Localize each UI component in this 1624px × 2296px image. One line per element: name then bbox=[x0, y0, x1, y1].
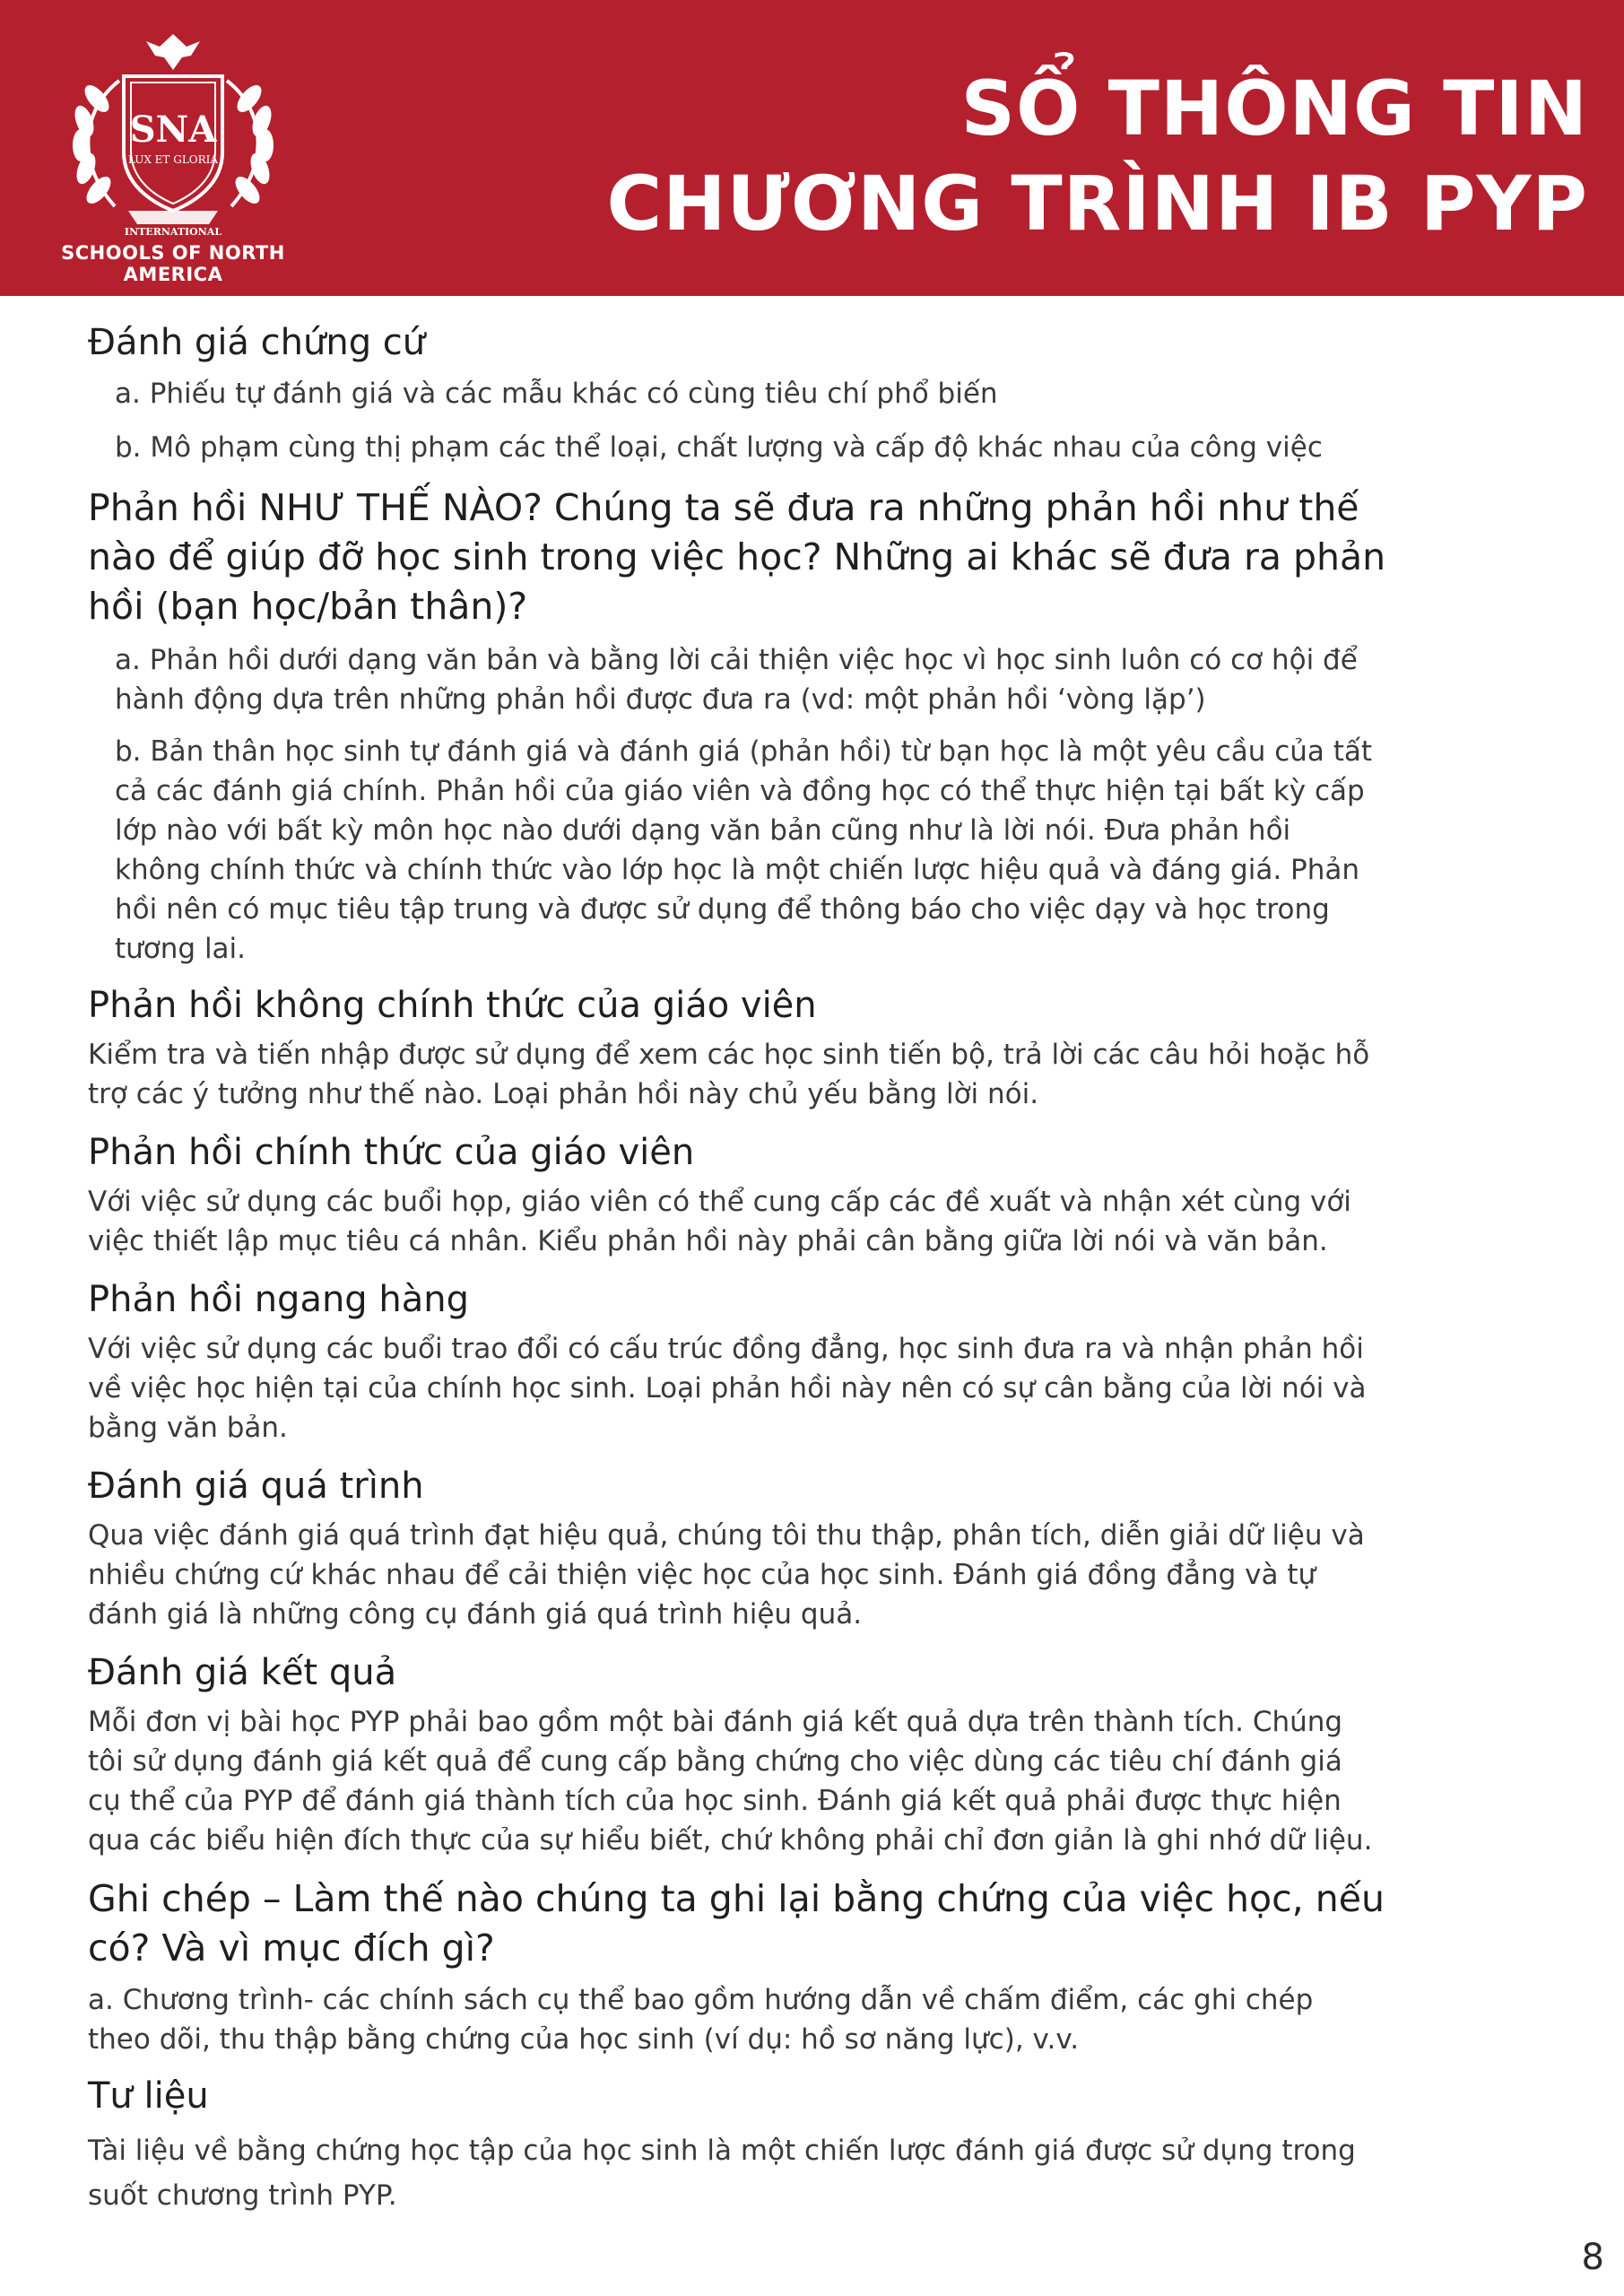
text-line: theo dõi, thu thập bằng chứng của học sinh (ví dụ: hồ sơ năng lực), v.v. bbox=[88, 2023, 1080, 2056]
list-item: b. Mô phạm cùng thị phạm các thể loại, chất lượng và cấp độ khác nhau của công việc bbox=[115, 431, 1323, 464]
school-logo bbox=[34, 27, 312, 285]
page-number: 8 bbox=[1581, 2237, 1604, 2278]
section-heading bbox=[88, 483, 1581, 631]
section-heading: Đánh giá chứng cứ bbox=[88, 322, 426, 363]
text-line: a. Chương trình- các chính sách cụ thể bao gồm hướng dẫn về chấm điểm, các ghi chép bbox=[88, 1984, 1314, 2016]
page-title bbox=[606, 61, 1588, 251]
list-item: a. Phiếu tự đánh giá và các mẫu khác có cùng tiêu chí phổ biến bbox=[115, 378, 998, 410]
heading-line: hồi (bạn học/bản thân)? bbox=[88, 585, 528, 628]
text-line: suốt chương trình PYP. bbox=[88, 2179, 397, 2212]
text-line: Với việc sử dụng các buổi trao đổi có cấu trúc đồng đẳng, học sinh đưa ra và nhận phản hồi bbox=[88, 1333, 1364, 1365]
heading-line: Phản hồi NHƯ THẾ NÀO? Chúng ta sẽ đưa ra những phản hồi như thế bbox=[88, 486, 1359, 529]
text-line: Tài liệu về bằng chứng học tập của học sinh là một chiến lược đánh giá được sử dụng trong bbox=[88, 2135, 1356, 2167]
text-line: tương lai. bbox=[115, 933, 247, 965]
section-heading: Phản hồi chính thức của giáo viên bbox=[88, 1132, 695, 1173]
paragraph bbox=[88, 1516, 1581, 1634]
section-heading bbox=[88, 1874, 1581, 1973]
section-heading: Đánh giá kết quả bbox=[88, 1652, 397, 1693]
heading-line: Ghi chép – Làm thế nào chúng ta ghi lại bằng chứng của việc học, nếu bbox=[88, 1877, 1385, 1920]
text-line: qua các biểu hiện đích thực của sự hiểu biết, chứ không phải chỉ đơn giản là ghi nhớ dữ liệu. bbox=[88, 1824, 1373, 1857]
text-line: nhiều chứng cứ khác nhau để cải thiện việc học của học sinh. Đánh giá đồng đẳng và tự bbox=[88, 1559, 1316, 1591]
page-header bbox=[0, 0, 1624, 296]
text-line: Với việc sử dụng các buổi họp, giáo viên có thể cung cấp các đề xuất và nhận xét cùng với bbox=[88, 1186, 1351, 1218]
heading-line: có? Và vì mục đích gì? bbox=[88, 1926, 495, 1970]
title-line-2: CHƯƠNG TRÌNH IB PYP bbox=[606, 160, 1588, 248]
paragraph bbox=[88, 1329, 1581, 1448]
text-line: cả các đánh giá chính. Phản hồi của giáo viên và đồng học có thể thực hiện tại bất kỳ cấp bbox=[115, 775, 1365, 807]
text-line: Mỗi đơn vị bài học PYP phải bao gồm một bài đánh giá kết quả dựa trên thành tích. Chúng bbox=[88, 1706, 1343, 1738]
text-line: lớp nào với bất kỳ môn học nào dưới dạng văn bản cũng như là lời nói. Đưa phản hồi bbox=[115, 814, 1291, 847]
text-line: về việc học hiện tại của chính học sinh. Loại phản hồi này nên có sự cân bằng của lời nói và bbox=[88, 1372, 1367, 1405]
title-line-1: SỔ THÔNG TIN bbox=[960, 65, 1588, 152]
text-line: bằng văn bản. bbox=[88, 1412, 288, 1444]
heading-line: nào để giúp đỡ học sinh trong việc học? Những ai khác sẽ đưa ra phản bbox=[88, 535, 1386, 578]
text-line: đánh giá là những công cụ đánh giá quá trình hiệu quả. bbox=[88, 1598, 863, 1631]
list-item bbox=[88, 1980, 1581, 2059]
text-line: tôi sử dụng đánh giá kết quả để cung cấp bằng chứng cho việc dùng các tiêu chí đánh giá bbox=[88, 1745, 1342, 1778]
text-line: b. Bản thân học sinh tự đánh giá và đánh giá (phản hồi) từ bạn học là một yêu cầu của tất bbox=[115, 735, 1373, 768]
text-line: hành động dựa trên những phản hồi được đưa ra (vd: một phản hồi ‘vòng lặp’) bbox=[115, 683, 1206, 716]
paragraph bbox=[88, 1182, 1581, 1261]
text-line: Qua việc đánh giá quá trình đạt hiệu quả, chúng tôi thu thập, phân tích, diễn giải dữ liệu và bbox=[88, 1519, 1365, 1552]
text-line: trợ các ý tưởng như thế nào. Loại phản hồi này chủ yếu bằng lời nói. bbox=[88, 1078, 1039, 1110]
text-line: Kiểm tra và tiến nhập được sử dụng để xem các học sinh tiến bộ, trả lời các câu hỏi hoặc hỗ bbox=[88, 1039, 1370, 1071]
text-line: cụ thể của PYP để đánh giá thành tích của học sinh. Đánh giá kết quả phải được thực hiện bbox=[88, 1785, 1342, 1817]
paragraph bbox=[88, 1035, 1581, 1114]
section-heading: Đánh giá quá trình bbox=[88, 1465, 424, 1507]
paragraph bbox=[88, 2126, 1581, 2215]
svg-text:SNA: SNA bbox=[129, 109, 217, 151]
section-heading: Phản hồi ngang hàng bbox=[88, 1279, 470, 1320]
page-body bbox=[88, 318, 1581, 2215]
list-item bbox=[88, 732, 1581, 969]
text-line: a. Phản hồi dưới dạng văn bản và bằng lời cải thiện việc học vì học sinh luôn có cơ hội để bbox=[115, 644, 1358, 676]
logo-subtitle: INTERNATIONAL bbox=[124, 226, 222, 238]
logo-crest-icon bbox=[34, 27, 312, 233]
text-line: không chính thức và chính thức vào lớp học là một chiến lược hiệu quả và đáng giá. Phản bbox=[115, 854, 1360, 886]
section-heading: Tư liệu bbox=[88, 2075, 209, 2117]
text-line: hồi nên có mục tiêu tập trung và được sử dụng để thông báo cho việc dạy và học trong bbox=[115, 893, 1330, 926]
section-heading: Phản hồi không chính thức của giáo viên bbox=[88, 985, 817, 1026]
svg-text:LUX ET GLORIA: LUX ET GLORIA bbox=[127, 153, 219, 166]
text-line: việc thiết lập mục tiêu cá nhân. Kiểu phản hồi này phải cân bằng giữa lời nói và văn bản. bbox=[88, 1225, 1328, 1257]
list-item bbox=[88, 640, 1581, 719]
logo-school-name: SCHOOLS OF NORTH AMERICA bbox=[61, 242, 285, 285]
paragraph bbox=[88, 1702, 1581, 1860]
